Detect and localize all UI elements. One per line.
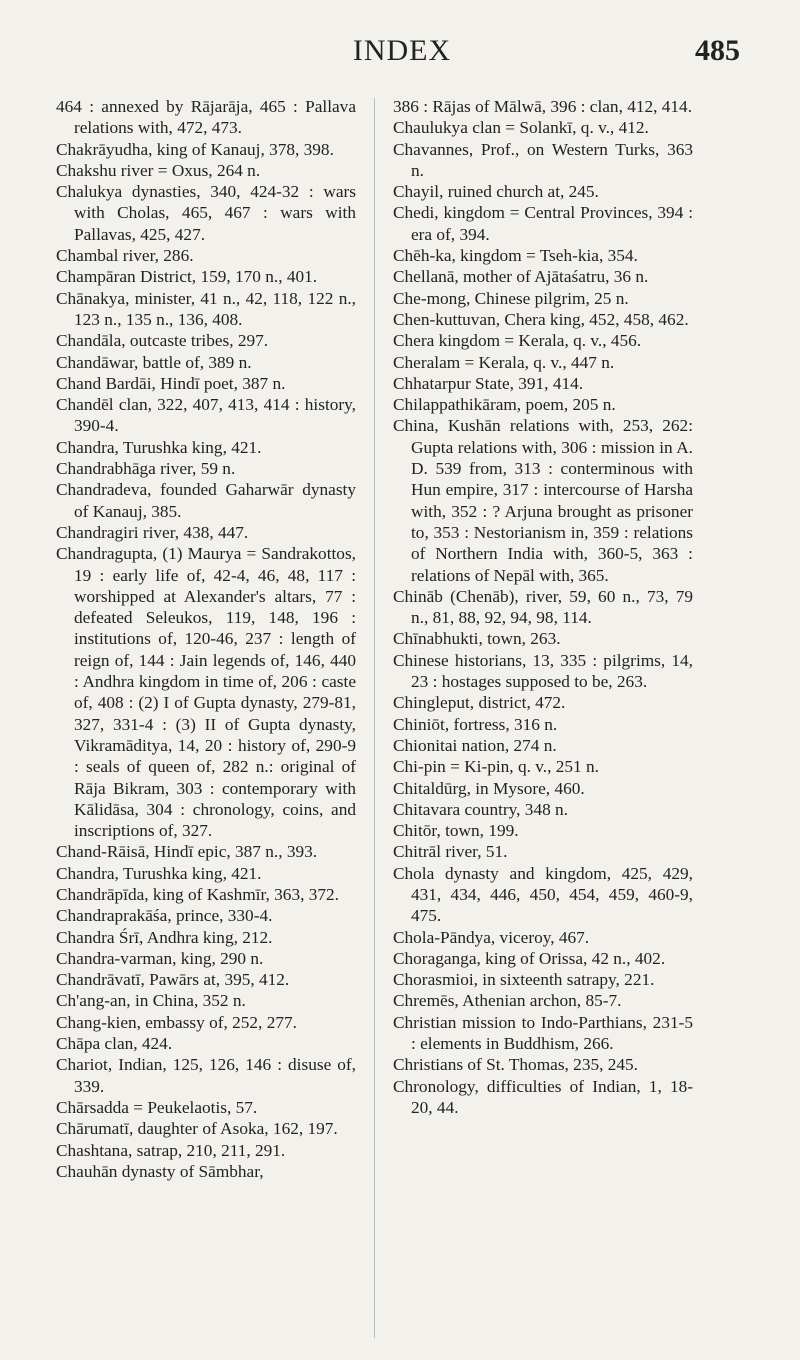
index-entry: Chhatarpur State, 391, 414. [393, 373, 584, 393]
index-entry: Chorasmioi, in sixteenth satrapy, 221. [393, 970, 655, 990]
index-entry: Chambal river, 286. [56, 246, 194, 266]
index-column-right [393, 96, 693, 1118]
index-entry: Chi-pin = Ki-pin, q. v., 251 n. [393, 757, 599, 777]
index-entry: Chandragupta, (1) Maurya = Sandrakottos, 19 : early life of, 42-4, 46, 48, 117 : worshipped at Alexander's altars, 77 : defeated Seleukos, 119, 148, 196 : institutions of, 120-46, 237 : length of reign of, 144 : Jain legends of, 146, 440 : Andhra kingdom in time of, 206 : caste of, 408 : (2) I of Gupta dynasty, 279-81, 327, 331-4 : (3) II of Gupta dynasty, Vikramāditya, 14, 20 : history of, 290-9 : seals of queen of, 282 n.: original of Rāja Bikram, 303 : contemporary with Kālidāsa, 304 : chronology, coins, and inscriptions of, 327. [56, 544, 356, 841]
index-entry: Chinese historians, 13, 335 : pilgrims, 14, 23 : hostages supposed to be, 263. [393, 650, 693, 692]
index-entry: Chakshu river = Oxus, 264 n. [56, 160, 261, 180]
index-entry: Chandēl clan, 322, 407, 413, 414 : history, 390-4. [56, 395, 356, 436]
index-entry: Chitaldūrg, in Mysore, 460. [393, 778, 585, 798]
page-number: 485 [695, 34, 740, 67]
index-entry: Che-mong, Chinese pilgrim, 25 n. [393, 288, 629, 308]
index-entry: Chingleput, district, 472. [393, 693, 566, 713]
index-entry: Chedi, kingdom = Central Provinces, 394 : era of, 394. [393, 203, 693, 244]
column-divider [374, 98, 375, 1338]
index-entry: Chandradeva, founded Gaharwār dynasty of Kanauj, 385. [56, 480, 356, 521]
index-entry: Chen-kuttuvan, Chera king, 452, 458, 462. [393, 309, 689, 329]
index-entry: Chashtana, satrap, 210, 211, 291. [56, 1140, 286, 1160]
page-header [64, 34, 740, 74]
index-entry: Chandāwar, battle of, 389 n. [56, 352, 252, 372]
index-entry: Chronology, difficulties of Indian, 1, 18-20, 44. [393, 1076, 693, 1117]
index-entry: Chitrāl river, 51. [393, 842, 508, 862]
index-entry: Chandraprakāśa, prince, 330-4. [56, 906, 273, 926]
index-entry: Chandrabhāga river, 59 n. [56, 459, 236, 479]
index-entry: Chandra-varman, king, 290 n. [56, 948, 264, 968]
index-entry: 464 : annexed by Rājarāja, 465 : Pallava relations with, 472, 473. [56, 97, 356, 138]
index-entry: Chandra, Turushka king, 421. [56, 437, 262, 457]
index-entry: Chera kingdom = Kerala, q. v., 456. [393, 331, 642, 351]
index-entry: Chārumatī, daughter of Asoka, 162, 197. [56, 1119, 338, 1139]
index-entry: Chand-Rāisā, Hindī epic, 387 n., 393. [56, 842, 318, 862]
index-entry: Chināb (Chenāb), river, 59, 60 n., 73, 79 n., 81, 88, 92, 94, 98, 114. [393, 586, 693, 628]
index-entry: Chitōr, town, 199. [393, 821, 519, 841]
index-entry: 386 : Rājas of Mālwā, 396 : clan, 412, 414. [393, 97, 693, 116]
index-entry: Chavannes, Prof., on Western Turks, 363 n. [393, 139, 693, 180]
index-entry: Chaulukya clan = Solankī, q. v., 412. [393, 118, 649, 138]
index-column-left [56, 96, 356, 1182]
index-entry: Chalukya dynasties, 340, 424-32 : wars with Cholas, 465, 467 : wars with Pallavas, 425, 427. [56, 182, 356, 244]
index-entry: Chēh-ka, kingdom = Tseh-kia, 354. [393, 246, 638, 266]
index-entry: Chellanā, mother of Ajātaśatru, 36 n. [393, 267, 649, 287]
index-entry: Christians of St. Thomas, 235, 245. [393, 1055, 638, 1075]
index-entry: Chiniōt, fortress, 316 n. [393, 714, 558, 734]
index-entry: Chandra Śrī, Andhra king, 212. [56, 927, 273, 947]
index-entry: Chandāla, outcaste tribes, 297. [56, 331, 269, 351]
index-entry: Chandrāpīda, king of Kashmīr, 363, 372. [56, 884, 339, 904]
index-entry: Chang-kien, embassy of, 252, 277. [56, 1012, 297, 1032]
index-entry: Chandragiri river, 438, 447. [56, 522, 249, 542]
index-entry: Chāpa clan, 424. [56, 1034, 173, 1054]
index-entry: Chayil, ruined church at, 245. [393, 182, 599, 202]
index-entry: Chola-Pāndya, viceroy, 467. [393, 927, 590, 947]
index-entry: Chand Bardāi, Hindī poet, 387 n. [56, 373, 286, 393]
index-entry: Cheralam = Kerala, q. v., 447 n. [393, 352, 615, 372]
index-entry: Chariot, Indian, 125, 126, 146 : disuse of, 339. [56, 1055, 356, 1096]
index-entry: Christian mission to Indo-Parthians, 231-5 : elements in Buddhism, 266. [393, 1012, 693, 1054]
index-entry: China, Kushān relations with, 253, 262: Gupta relations with, 306 : mission in A. D. 539 from, 313 : conterminous with Hun empire, 317 : intercourse of Harsha with, 352 : ? Arjuna brought as prisoner to, 353 : Nestorianism in, 359 : relations of Northern India with, 360-5, 363 : relations of Nepāl with, 365. [393, 416, 693, 585]
index-entry: Chola dynasty and kingdom, 425, 429, 431, 434, 446, 450, 454, 459, 460-9, 475. [393, 863, 693, 926]
index-entry: Choraganga, king of Orissa, 42 n., 402. [393, 948, 666, 968]
index-entry: Chauhān dynasty of Sāmbhar, [56, 1161, 264, 1181]
index-entry: Chionitai nation, 274 n. [393, 735, 557, 755]
index-entry: Chārsadda = Peukelaotis, 57. [56, 1097, 258, 1117]
index-entry: Chānakya, minister, 41 n., 42, 118, 122 n., 123 n., 135 n., 136, 408. [56, 288, 356, 329]
index-entry: Chakrāyudha, king of Kanauj, 378, 398. [56, 139, 334, 159]
index-entry: Chremēs, Athenian archon, 85-7. [393, 991, 622, 1011]
index-entry: Ch'ang-an, in China, 352 n. [56, 991, 246, 1011]
index-entry: Chandrāvatī, Pawārs at, 395, 412. [56, 970, 290, 990]
index-entry: Chīnabhukti, town, 263. [393, 629, 561, 649]
page-title: INDEX [352, 34, 452, 67]
index-entry: Chandra, Turushka king, 421. [56, 863, 262, 883]
index-entry: Champāran District, 159, 170 n., 401. [56, 267, 318, 287]
index-entry: Chilappathikāram, poem, 205 n. [393, 395, 616, 415]
index-entry: Chitavara country, 348 n. [393, 799, 569, 819]
